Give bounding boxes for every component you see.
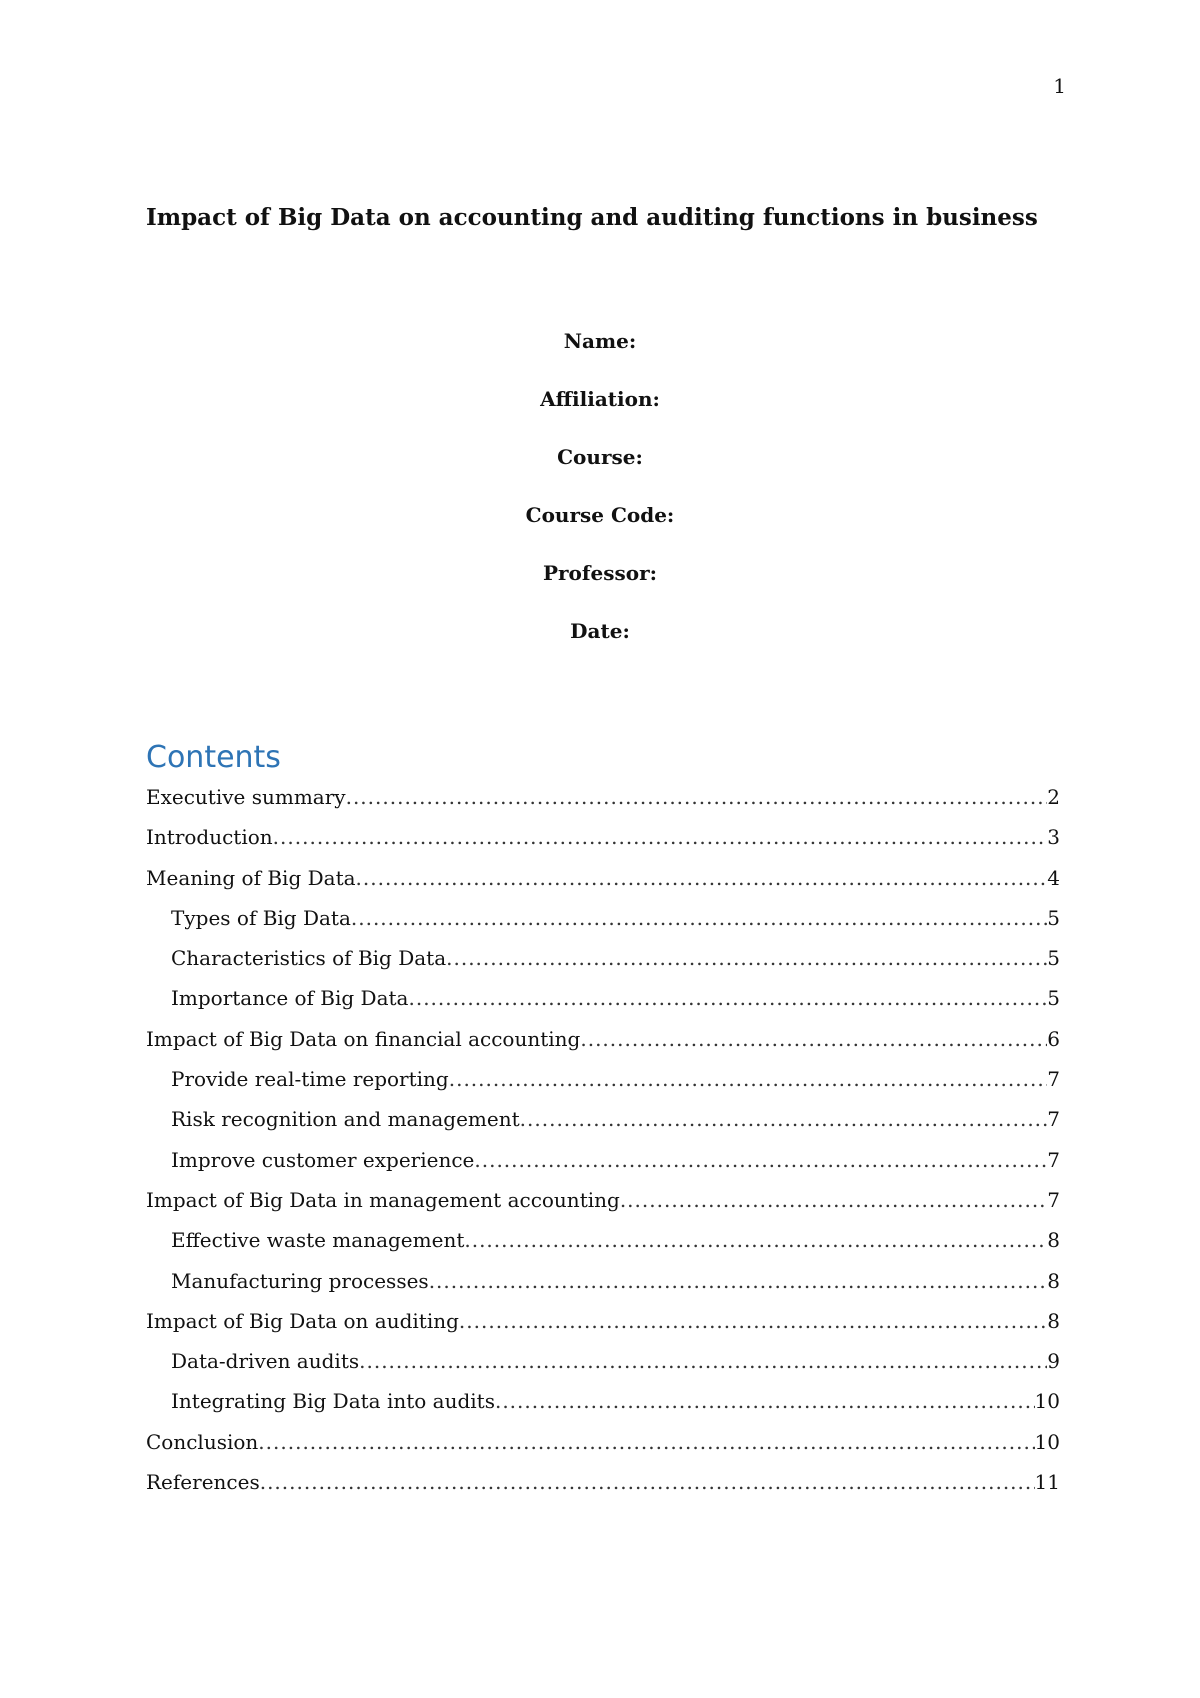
toc-entry-page: 2: [1047, 785, 1060, 809]
toc-entry[interactable]: [146, 1064, 1060, 1104]
toc-entry[interactable]: [146, 1104, 1060, 1144]
toc-entry-page: 7: [1047, 1147, 1060, 1172]
toc-entry-title[interactable]: Importance of Big Data: [171, 986, 409, 1011]
toc-entry-title[interactable]: Characteristics of Big Data: [171, 946, 447, 971]
toc-entry-title[interactable]: Impact of Big Data on auditing: [146, 1308, 459, 1333]
toc-dot-leader: [351, 903, 1047, 933]
toc-dot-leader: [449, 1064, 1048, 1094]
toc-entry-page: 7: [1047, 1187, 1060, 1212]
toc-entry[interactable]: [146, 1024, 1060, 1064]
toc-entry-page: 11: [1034, 1470, 1060, 1495]
toc-entry-page: 9: [1047, 1349, 1060, 1374]
toc-entry-page: 6: [1047, 1026, 1060, 1051]
toc-entry[interactable]: [146, 983, 1060, 1023]
toc-dot-leader: [495, 1386, 1035, 1416]
toc-entry[interactable]: [146, 1225, 1060, 1265]
course-code-field-label: Course Code:: [525, 503, 675, 527]
toc-entry[interactable]: [146, 1386, 1060, 1426]
toc-entry-title[interactable]: Introduction: [146, 825, 273, 850]
toc-entry-title[interactable]: References: [146, 1470, 260, 1495]
toc-dot-leader: [273, 822, 1048, 852]
toc-entry-page: 3: [1047, 825, 1060, 850]
toc-entry[interactable]: [146, 782, 1060, 822]
toc-dot-leader: [408, 983, 1047, 1013]
toc-entry-title[interactable]: Types of Big Data: [171, 905, 351, 930]
toc-entry-page: 5: [1047, 905, 1060, 930]
toc-entry-page: 8: [1047, 1228, 1060, 1253]
title-page-fields: [0, 326, 1200, 674]
date-field-label: Date:: [570, 619, 630, 643]
toc-entry-page: 5: [1047, 946, 1060, 971]
name-field-label: Name:: [563, 329, 637, 353]
toc-dot-leader: [520, 1104, 1048, 1134]
toc-entry[interactable]: [146, 1427, 1060, 1467]
toc-dot-leader: [429, 1266, 1048, 1296]
toc-entry-title[interactable]: Manufacturing processes: [171, 1268, 429, 1293]
toc-entry-title[interactable]: Impact of Big Data on financial accounting: [146, 1026, 581, 1051]
toc-entry-page: 7: [1047, 1107, 1060, 1132]
toc-dot-leader: [258, 1427, 1034, 1457]
toc-entry-page: 7: [1047, 1067, 1060, 1092]
toc-entry-title[interactable]: Integrating Big Data into audits: [171, 1389, 495, 1414]
toc-entry-title[interactable]: Impact of Big Data in management accounting: [146, 1187, 620, 1212]
toc-entry[interactable]: [146, 1185, 1060, 1225]
table-of-contents: [146, 782, 1060, 1507]
toc-dot-leader: [346, 782, 1048, 812]
toc-entry-page: 8: [1047, 1308, 1060, 1333]
page-number: 1: [1053, 74, 1066, 98]
affiliation-field-label: Affiliation:: [540, 387, 660, 411]
toc-entry-title[interactable]: Effective waste management: [171, 1228, 465, 1253]
toc-dot-leader: [580, 1024, 1047, 1054]
toc-entry[interactable]: [146, 822, 1060, 862]
toc-entry[interactable]: [146, 903, 1060, 943]
toc-entry-page: 4: [1047, 865, 1060, 890]
toc-entry-title[interactable]: Executive summary: [146, 785, 346, 809]
toc-entry-page: 8: [1047, 1268, 1060, 1293]
toc-dot-leader: [359, 1346, 1047, 1376]
toc-entry[interactable]: [146, 1467, 1060, 1507]
toc-entry-title[interactable]: Risk recognition and management: [171, 1107, 520, 1132]
toc-dot-leader: [474, 1145, 1047, 1175]
toc-entry[interactable]: [146, 943, 1060, 983]
toc-entry-page: 10: [1034, 1389, 1060, 1414]
toc-entry[interactable]: [146, 1145, 1060, 1185]
toc-dot-leader: [356, 863, 1048, 893]
toc-entry[interactable]: [146, 1306, 1060, 1346]
document-title: Impact of Big Data on accounting and auditing functions in business: [146, 204, 1038, 231]
course-field-label: Course:: [557, 445, 643, 469]
contents-heading: Contents: [146, 740, 281, 775]
toc-entry-title[interactable]: Conclusion: [146, 1429, 259, 1454]
toc-entry-page: 10: [1034, 1429, 1060, 1454]
toc-dot-leader: [459, 1306, 1047, 1336]
toc-dot-leader: [620, 1185, 1047, 1215]
toc-entry[interactable]: [146, 1346, 1060, 1386]
toc-entry[interactable]: [146, 863, 1060, 903]
toc-dot-leader: [260, 1467, 1035, 1497]
toc-dot-leader: [446, 943, 1047, 973]
toc-entry-title[interactable]: Provide real-time reporting: [171, 1067, 449, 1092]
toc-dot-leader: [464, 1225, 1047, 1255]
toc-entry-title[interactable]: Meaning of Big Data: [146, 865, 356, 890]
toc-entry-page: 5: [1047, 986, 1060, 1011]
toc-entry[interactable]: [146, 1266, 1060, 1306]
toc-entry-title[interactable]: Improve customer experience: [171, 1147, 475, 1172]
toc-entry-title[interactable]: Data-driven audits: [171, 1349, 360, 1374]
professor-field-label: Professor:: [542, 561, 658, 585]
